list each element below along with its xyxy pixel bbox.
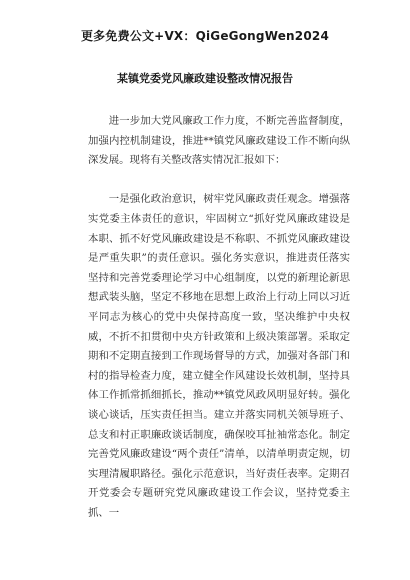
document-body <box>88 112 350 523</box>
body-paragraph: 进一步加大党风廉政工作力度，不断完善监督制度，加强内控机制建设，推进**镇党风廉政建设工作不断向纵深发展。现将有关整改落实情况汇报如下： <box>88 115 350 167</box>
header-watermark-text: 更多免费公文+VX：QiGeGongWen2024 <box>80 29 329 43</box>
document-title: 某镇党委党风廉政建设整改情况报告 <box>117 72 293 85</box>
body-paragraph: 一是强化政治意识，树牢党风廉政责任观念。增强落实党委主体责任的意识，牢固树立“抓好党风廉政建设是本职、抓不好党风廉政建设是不称职、不抓党风廉政建设是严重失职”的责任意识。强化务实意识，推进责任落实坚持和完善党委理论学习中心组制度，以党的新理论新思想武装头脑，坚定不移地在思想上政治上行动上同以习近平同志为核心的党中央保持高度一致，坚决维护中央权威，不折不扣贯彻中央方针政策和上级决策部署。采取定期和不定期直接到工作现场督导的方式，加强对各部门和村的指导检查力度，建立健全作风建设长效机制，坚持具体工作抓常抓细抓长，推动**镇党风政风明显好转。强化谈心谈话，压实责任担当。建立并落实同机关领导班子、总支和村正职廉政谈话制度，确保咬耳扯袖常态化。制定完善党风廉政建设“两个责任”清单，以清单明责定规，切实理清履职路径。强化示范意识，当好责任表率。定期召开党委会专题研究党风廉政建设工作会议，坚持党委主抓、一 <box>88 193 350 519</box>
